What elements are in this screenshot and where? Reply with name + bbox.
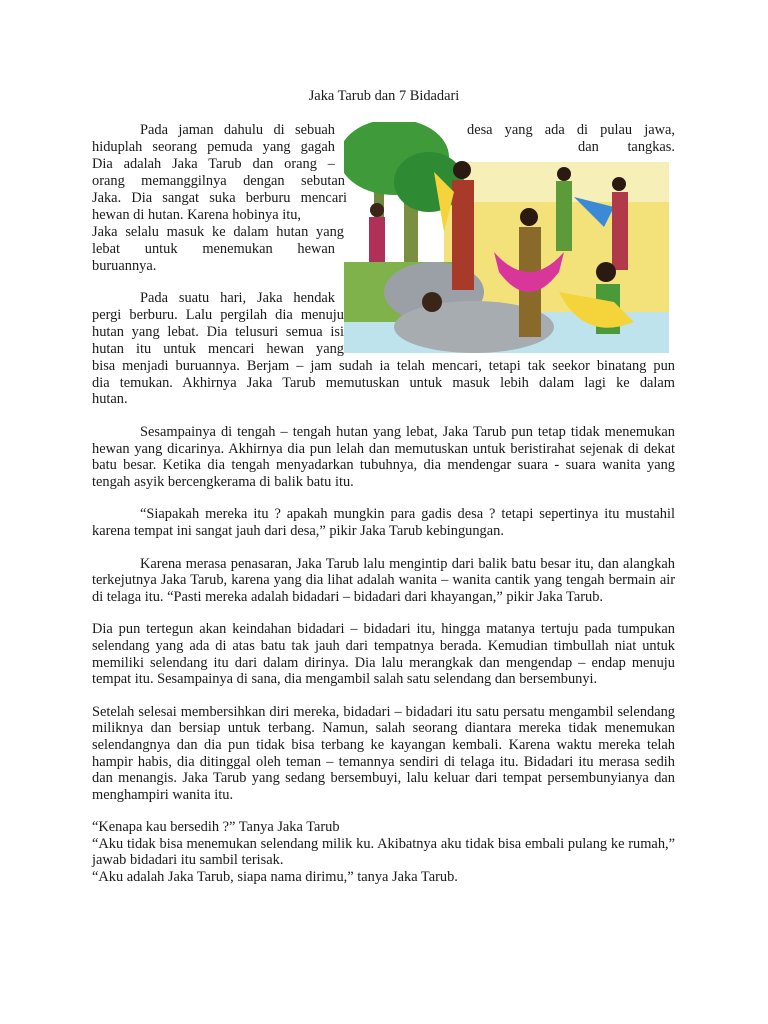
jaka-tarub-illustration xyxy=(344,122,669,353)
text-line: pergi berburu. Lalu pergilah dia menuju xyxy=(92,307,344,323)
paragraph: Karena merasa penasaran, Jaka Tarub lalu mengintip dari balik batu besar itu, dan alangkah terkejutnya Jaka Tarub, karena yang dia lihat adalah wanita – wanita cantik yang tengah bermain air di telaga itu. “Pasti mereka adalah bidadari – bidadari dari khayangan,” pikir Jaka Tarub. xyxy=(92,555,675,605)
text-line: desa yang ada di pulau jawa, xyxy=(467,122,675,138)
text-line: dia temukan. Akhirnya Jaka Tarub memutuskan untuk masuk lebih dalam lagi ke dalam xyxy=(92,375,675,391)
document-title: Jaka Tarub dan 7 Bidadari xyxy=(308,88,460,104)
paragraph: Dia pun tertegun akan keindahan bidadari – bidadari itu, hingga matanya tertuju pada tumpukan selendang yang ada di atas batu tak jauh dari tempatnya berada. Kemudian timbullah niat untuk memiliki selendang itu dari dalam dirinya. Dia lalu merangkak dan mengendap – endap menuju tempat itu. Sesampainya di sana, dia mengambil salah satu selendang dan bersembunyi. xyxy=(92,621,675,688)
dialogue-line: “Aku tidak bisa menemukan selendang milik ku. Akibatnya aku tidak bisa embali pulang ke rumah,” jawab bidadari itu sambil terisak. xyxy=(92,835,675,869)
paragraph: “Siapakah mereka itu ? apakah mungkin para gadis desa ? tetapi sepertinya itu mustahil karena tempat ini sangat jauh dari desa,” pikir Jaka Tarub kebingungan. xyxy=(92,506,675,539)
paragraph: Sesampainya di tengah – tengah hutan yang lebat, Jaka Tarub pun tetap tidak menemukan hewan yang dicarinya. Akhirnya dia pun lelah dan memutuskan untuk beristirahat sejenak di dekat batu besar. Ketika dia tengah menyadarkan tubuhnya, dia mendengar suara - suara wanita yang tengah asyik bercengkerama di balik batu itu. xyxy=(92,424,675,490)
text-line: hewan di hutan. Karena hobinya itu, xyxy=(92,207,302,223)
text-line: Jaka. Dia sangat suka berburu mencari xyxy=(92,190,347,206)
text-line: bisa menjadi buruannya. Berjam – jam sudah ia telah mencari, tetapi tak seekor binatang pun xyxy=(92,358,675,374)
text-line: Jaka selalu masuk ke dalam hutan yang xyxy=(92,224,344,240)
story-body xyxy=(92,424,675,886)
text-line: Dia adalah Jaka Tarub dan orang – xyxy=(92,156,335,172)
text-line: dan tangkas. xyxy=(578,139,675,155)
text-line: lebat untuk menemukan hewan xyxy=(92,241,335,257)
paragraph: Setelah selesai membersihkan diri mereka, bidadari – bidadari itu satu persatu mengambil selendang miliknya dan bersiap untuk terbang. Namun, salah seorang diantara mereka tidak menemukan selendangnya dan dia pun tidak bisa terbang ke kayangan kembali. Karena waktu mereka telah hampir habis, dia ditinggal oleh teman – temannya sendiri di telaga itu. Bidadari itu merasa sedih dan menangis. Jaka Tarub yang sedang bersembuyi, lalu keluar dari tempat persembunyianya dan menghampiri wanita itu. xyxy=(92,703,675,803)
dialogue-line: “Aku adalah Jaka Tarub, siapa nama dirimu,” tanya Jaka Tarub. xyxy=(92,869,458,886)
text-line: hutan itu untuk mencari hewan yang xyxy=(92,341,344,357)
text-line: hutan yang lebat. Dia telusuri semua isi xyxy=(92,324,344,340)
text-line: orang memanggilnya dengan sebutan xyxy=(92,173,345,189)
text-line: Pada suatu hari, Jaka hendak xyxy=(140,290,335,306)
text-line: hutan. xyxy=(92,391,128,407)
text-line: hiduplah seorang pemuda yang gagah xyxy=(92,139,335,155)
text-line: buruannya. xyxy=(92,258,157,274)
text-line: Pada jaman dahulu di sebuah xyxy=(140,122,335,138)
dialogue-line: “Kenapa kau bersedih ?” Tanya Jaka Tarub xyxy=(92,819,340,836)
